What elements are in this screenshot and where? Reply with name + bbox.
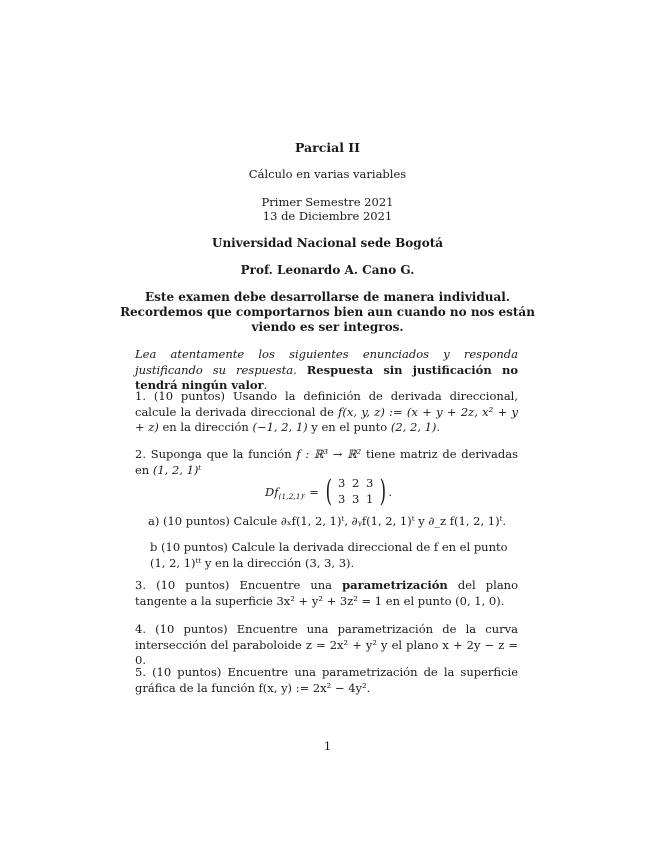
matrix-label: $Df_{(1,2,1)ᵗ}$	[265, 484, 306, 501]
matrix-cell: 3	[337, 476, 346, 490]
problem-1-point: (2, 2, 1).	[390, 420, 441, 434]
problem-2a-points: (10 puntos)	[163, 514, 230, 528]
problem-1-text-b: en la dirección	[162, 420, 249, 434]
exam-date: 13 de Diciembre 2021	[262, 209, 393, 223]
problem-2-text-b: tiene matriz de derivadas en	[135, 447, 519, 477]
problem-2b-text: Calcule la derivada direccional de f en el punto (1, 2, 1)ᵗᵗ y en la dirección (3, 3, 3).	[150, 540, 508, 570]
page-number: 1	[323, 739, 332, 753]
problem-4-number: 4.	[135, 622, 146, 636]
problem-2a-label: a)	[148, 514, 160, 528]
problem-2-text: Suponga que la función	[150, 447, 292, 461]
problem-4-text: Encuentre una parametrización de la curva intersección del paraboloide z = 2x² + y² y el plano x + 2y − z = 0.	[135, 622, 519, 667]
problem-3-text: Encuentre una	[239, 578, 333, 592]
right-paren: )	[379, 473, 386, 509]
matrix-cell: 3	[351, 492, 360, 506]
problem-1-direction: (−1, 2, 1)	[252, 420, 308, 434]
problem-5	[135, 665, 518, 696]
instructions-italic: Lea atentamente los siguientes enunciados y responda justificando su respuesta.	[135, 347, 518, 377]
problem-2b-label: b	[150, 540, 158, 554]
problem-1	[135, 389, 518, 436]
notice-line-1: Este examen debe desarrollarse de manera individual.	[145, 290, 510, 304]
problem-1-function: f(x, y, z) := (x + y + 2z, x² + y + z)	[135, 404, 518, 434]
problem-3	[135, 578, 518, 609]
problem-2a-text: Calcule ∂ₓf(1, 2, 1)ᵗ, ∂ᵧf(1, 2, 1)ᵗ y ∂_z f(1, 2, 1)ᵗ.	[233, 514, 507, 528]
problem-5-number: 5.	[135, 665, 146, 679]
instructions: Lea atentamente los siguientes enunciados y responda justificando su respuesta. Respuesta sin justificación no tendrá ningún valor.	[135, 347, 519, 392]
problem-1-number: 1.	[135, 389, 146, 403]
problem-3-text-b: del plano tangente a la superficie 3x² + y² + 3z² = 1 en el punto (0, 1, 0).	[135, 578, 519, 608]
problem-3-bold: parametrización	[342, 578, 448, 592]
matrix-cell: 1	[365, 492, 374, 506]
problem-1-text: Usando la definición de derivada direccional, calcule la derivada direccional de	[135, 389, 519, 419]
problem-5-points: (10 puntos)	[152, 665, 222, 679]
problem-2b	[150, 540, 518, 571]
course-name: Cálculo en varias variables	[248, 167, 407, 181]
problem-2a	[148, 514, 518, 530]
derivative-matrix: $Df_{(1,2,1)ᵗ}$ = ( 3 2 3 3 3 1 ) .	[265, 473, 393, 509]
notice-line-3: viendo es ser integros.	[251, 320, 404, 334]
left-paren: (	[325, 473, 333, 509]
problem-2-point: (1, 2, 1)ᵗ	[152, 462, 202, 477]
matrix-cell: 3	[337, 492, 346, 506]
problem-1-points: (10 puntos)	[153, 389, 226, 403]
instructions-bold: Respuesta sin justificación no tendrá ningún valor	[135, 362, 519, 392]
matrix-entries	[335, 476, 377, 507]
notice-line-2: Recordemos que comportarnos bien aun cuando no nos están	[120, 305, 535, 319]
problem-3-number: 3.	[135, 578, 146, 592]
matrix-cell: 3	[365, 476, 374, 490]
matrix-cell: 2	[351, 476, 360, 490]
problem-2b-points: (10 puntos)	[161, 540, 228, 554]
problem-5-text: Encuentre una parametrización de la superficie gráfica de la función f(x, y) := 2x² − 4y².	[135, 665, 518, 695]
problem-4-points: (10 puntos)	[155, 622, 228, 636]
problem-2-map: f : ℝ³ → ℝ²	[296, 447, 362, 461]
semester: Primer Semestre 2021	[261, 195, 394, 209]
problem-4	[135, 622, 518, 669]
university: Universidad Nacional sede Bogotá	[211, 236, 444, 250]
exam-title: Parcial II	[294, 140, 360, 155]
problem-2-number: 2.	[135, 447, 146, 461]
problem-1-text-c: y en el punto	[311, 420, 388, 434]
professor: Prof. Leonardo A. Cano G.	[240, 263, 415, 277]
problem-3-points: (10 puntos)	[156, 578, 230, 592]
